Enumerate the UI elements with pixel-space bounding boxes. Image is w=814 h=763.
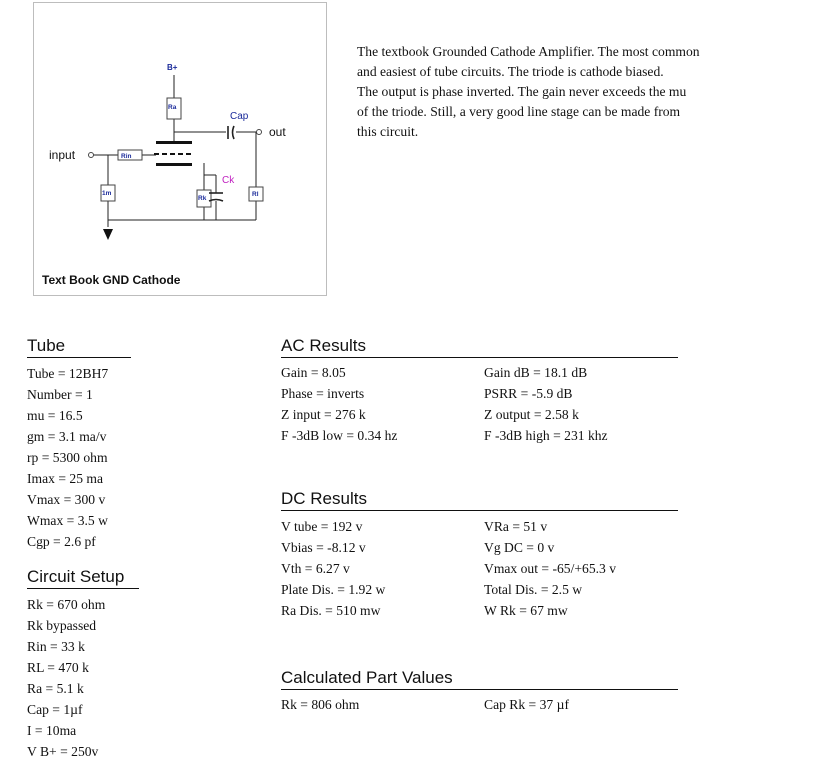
calculated-values-section (281, 668, 678, 712)
tube-row: Wmax = 3.5 w (27, 513, 108, 528)
tube-row: Tube = 12BH7 (27, 366, 109, 381)
setup-row: Rin = 33 k (27, 639, 85, 654)
amplifier-schematic (34, 3, 326, 295)
ac-left-row: Z input = 276 k (281, 407, 366, 422)
description-line: The output is phase inverted. The gain never exceeds the mu (357, 84, 687, 99)
label-grid-leak: 1m (102, 190, 112, 197)
setup-row: Rk bypassed (27, 618, 97, 633)
description-line: this circuit. (357, 124, 419, 139)
circuit-setup-heading: Circuit Setup (27, 567, 139, 589)
triode-tube (154, 141, 192, 166)
dc-left-row: Plate Dis. = 1.92 w (281, 582, 386, 597)
tube-section (27, 336, 131, 552)
ac-right-row: Z output = 2.58 k (484, 407, 579, 422)
ac-right-row: Gain dB = 18.1 dB (484, 365, 588, 380)
dc-results-section (281, 489, 678, 618)
ac-left-row: Phase = inverts (281, 386, 365, 401)
dc-right-row: Vg DC = 0 v (484, 540, 555, 555)
tube-row: Vmax = 300 v (27, 492, 106, 507)
calculated-heading: Calculated Part Values (281, 668, 678, 690)
description-line: and easiest of tube circuits. The triode is cathode biased. (357, 64, 664, 79)
tube-heading: Tube (27, 336, 131, 358)
description-line: of the triode. Still, a very good line stage can be made from (357, 104, 681, 119)
tube-row: Cgp = 2.6 pf (27, 534, 96, 549)
label-rl: Rl (252, 191, 259, 198)
tube-row: Imax = 25 ma (27, 471, 103, 486)
dc-right-row: Vmax out = -65/+65.3 v (484, 561, 617, 576)
ac-right-row: F -3dB high = 231 khz (484, 428, 608, 443)
setup-row: RL = 470 k (27, 660, 89, 675)
tube-row: Number = 1 (27, 387, 93, 402)
ac-results-section (281, 336, 678, 443)
label-rin: Rin (121, 153, 132, 160)
setup-row: Cap = 1µf (27, 702, 83, 717)
dc-left-row: Ra Dis. = 510 mw (281, 603, 381, 618)
output-terminal (257, 130, 262, 135)
setup-row: I = 10ma (27, 723, 77, 738)
label-ck: Ck (222, 175, 235, 186)
dc-right-row: W Rk = 67 mw (484, 603, 568, 618)
label-out: out (269, 125, 286, 139)
dc-right-row: Total Dis. = 2.5 w (484, 582, 583, 597)
dc-right-row: VRa = 51 v (484, 519, 548, 534)
capacitor-cap (228, 126, 234, 139)
setup-row: Rk = 670 ohm (27, 597, 106, 612)
label-input: input (49, 148, 76, 162)
label-rk: Rk (198, 195, 207, 202)
dc-left-row: Vth = 6.27 v (281, 561, 350, 576)
tube-row: mu = 16.5 (27, 408, 83, 423)
description (357, 42, 797, 142)
label-cap: Cap (230, 111, 249, 122)
ac-left-row: Gain = 8.05 (281, 365, 346, 380)
label-bplus: B+ (167, 63, 178, 72)
ac-results-heading: AC Results (281, 336, 678, 358)
input-terminal (89, 153, 94, 158)
schematic-caption: Text Book GND Cathode (42, 273, 181, 287)
dc-left-row: V tube = 192 v (281, 519, 363, 534)
ac-right-row: PSRR = -5.9 dB (484, 386, 573, 401)
circuit-setup-section (27, 567, 139, 762)
ground-icon (103, 229, 113, 240)
setup-row: Ra = 5.1 k (27, 681, 84, 696)
tube-row: rp = 5300 ohm (27, 450, 108, 465)
calc-left-row: Rk = 806 ohm (281, 697, 360, 712)
ac-left-row: F -3dB low = 0.34 hz (281, 428, 398, 443)
label-ra: Ra (168, 104, 177, 111)
tube-row: gm = 3.1 ma/v (27, 429, 107, 444)
dc-left-row: Vbias = -8.12 v (281, 540, 366, 555)
dc-results-heading: DC Results (281, 489, 678, 511)
schematic-panel (33, 2, 327, 296)
setup-row: V B+ = 250v (27, 744, 99, 759)
description-line: The textbook Grounded Cathode Amplifier. The most common (357, 44, 700, 59)
calc-right-row: Cap Rk = 37 µf (484, 697, 569, 712)
